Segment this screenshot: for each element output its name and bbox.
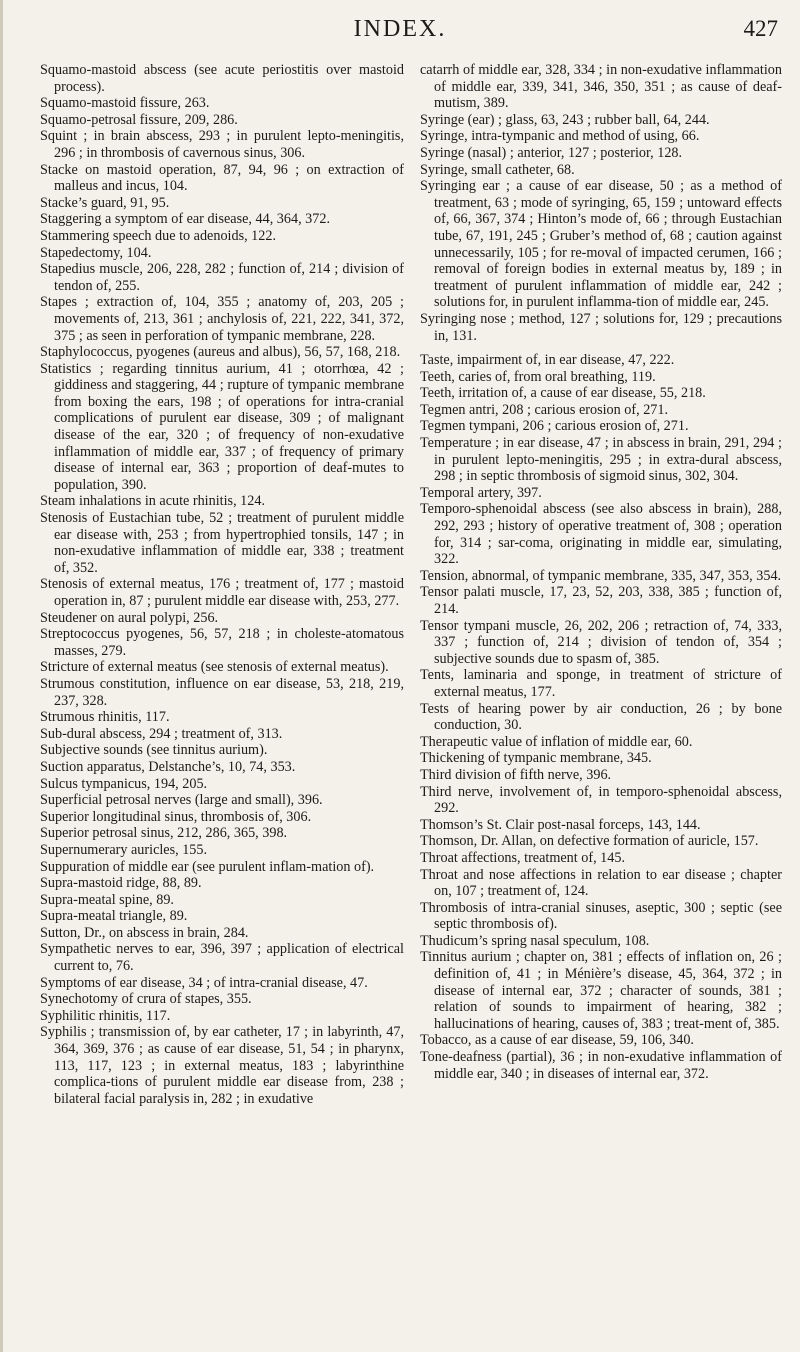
index-entry: Squamo-mastoid fissure, 263. (40, 95, 210, 112)
index-entry: Streptococcus pyogenes, 56, 57, 218 ; in choleste-atomatous masses, 279. (40, 626, 404, 659)
index-entry: Steudener on aural polypi, 256. (40, 609, 219, 626)
index-entry: Superficial petrosal nerves (large and small), 396. (40, 792, 323, 809)
index-entry: Tegmen antri, 208 ; carious erosion of, 271. (420, 401, 669, 418)
index-entry: Tobacco, as a cause of ear disease, 59, 106, 340. (420, 1032, 694, 1049)
index-entry: Stenosis of Eustachian tube, 52 ; treatment of purulent middle ear disease with, 253 ; from hypertrophied tonsils, 147 ; in non-exudative inflammation of middle ear, 338 ; treatment of, 352. (40, 510, 404, 576)
index-entry: Strumous rhinitis, 117. (40, 709, 170, 726)
index-entry: Taste, impairment of, in ear disease, 47, 222. (420, 352, 675, 369)
page-number: 427 (743, 16, 778, 41)
index-entry: Syringe, intra-tympanic and method of using, 66. (420, 128, 700, 145)
index-entry: Supra-meatal spine, 89. (40, 891, 174, 908)
index-entry: Stenosis of external meatus, 176 ; treatment of, 177 ; mastoid operation in, 87 ; purulent middle ear disease with, 253, 277. (40, 576, 404, 609)
index-entry: Stacke’s guard, 91, 95. (40, 194, 170, 211)
index-entry: Syringe (nasal) ; anterior, 127 ; posterior, 128. (420, 144, 683, 161)
index-entry: Tinnitus aurium ; chapter on, 381 ; effects of inflation on, 26 ; definition of, 41 ; in Ménière’s disease, 45, 364, 372 ; in disease of internal ear, 372 ; character of sounds, 381 ; relation of sounds to impairment of hearing, 382 ; hallucinations of hearing, causes of, 383 ; treat-ment of, 385. (420, 949, 782, 1032)
index-entry: Statistics ; regarding tinnitus aurium, 41 ; otorrhœa, 42 ; giddiness and staggering, 44 ; rupture of tympanic membrane from boxing the ears, 198 ; of operations for intra-cranial complications of purulent ear disease, 309 ; of malignant disease of the ear, 320 ; of frequency of non-exudative inflammation of middle ear, 337 ; of frequency of primary disease of internal ear, 363 ; proportion of deaf-mutes to population, 390. (40, 360, 404, 493)
page-edge (0, 0, 3, 1352)
index-entry: Tensor tympani muscle, 26, 202, 206 ; retraction of, 74, 333, 337 ; function of, 214 ; division of tendon of, 354 ; subjective sounds due to spasm of, 385. (420, 617, 782, 667)
running-title: INDEX. (353, 16, 447, 42)
index-entry: Symptoms of ear disease, 34 ; of intra-cranial disease, 47. (40, 974, 368, 991)
index-entry: Teeth, caries of, from oral breathing, 119. (420, 368, 656, 385)
index-entry: Thrombosis of intra-cranial sinuses, aseptic, 300 ; septic (see septic thrombosis of). (420, 899, 782, 933)
index-entry: Suppuration of middle ear (see purulent inflam-mation of). (40, 858, 375, 875)
index-entry: Strumous constitution, influence on ear disease, 53, 218, 219, 237, 328. (40, 675, 404, 709)
index-entry: Tents, laminaria and sponge, in treatment of stricture of external meatus, 177. (420, 667, 782, 700)
index-entry: Supernumerary auricles, 155. (40, 841, 208, 858)
index-entry: Suction apparatus, Delstanche’s, 10, 74, 353. (40, 758, 296, 775)
index-entry: Staggering a symptom of ear disease, 44, 364, 372. (40, 211, 330, 228)
index-entry: Stricture of external meatus (see stenosis of external meatus). (40, 659, 389, 676)
index-entry: Syringe (ear) ; glass, 63, 243 ; rubber ball, 64, 244. (420, 111, 710, 128)
index-entry: Stacke on mastoid operation, 87, 94, 96 ; on extraction of malleus and incus, 104. (40, 161, 404, 195)
index-entry: Thickening of tympanic membrane, 345. (420, 750, 652, 767)
index-entry: Throat affections, treatment of, 145. (420, 849, 625, 866)
index-entry: Syringing ear ; a cause of ear disease, 50 ; as a method of treatment, 63 ; mode of syringing, 65, 159 ; untoward effects of, 66, 367, 374 ; Hinton’s mode of, 66 ; through Eustachian tube, 67, 191, 245 ; Gruber’s method of, 68 ; caution against unnecessarily, 105 ; for re-moval of impacted cerumen, 166 ; removal of foreign bodies in external meatus by, 189 ; in treatment of purulent inflammation of middle ear, 242 ; solutions for, in purulent inflamma-tion of middle ear, 245. (420, 178, 782, 311)
index-entry: Syphilis ; transmission of, by ear catheter, 17 ; in labyrinth, 47, 364, 369, 376 ; as cause of ear disease, 51, 54 ; in pharynx, 113, 117, 123 ; in external meatus, 183 ; labyrinthine complica-tions of purulent middle ear disease from, 238 ; bilateral facial paralysis in, 282 ; in exudative (40, 1024, 404, 1107)
index-entry: Third division of fifth nerve, 396. (420, 766, 612, 783)
index-entry: Steam inhalations in acute rhinitis, 124. (40, 493, 265, 510)
index-entry: Teeth, irritation of, a cause of ear disease, 55, 218. (420, 385, 706, 402)
index-entry: Sub-dural abscess, 294 ; treatment of, 313. (40, 725, 283, 742)
index-entry: Tensor palati muscle, 17, 23, 52, 203, 338, 385 ; function of, 214. (420, 584, 782, 617)
index-entry: Temporo-sphenoidal abscess (see also abscess in brain), 288, 292, 293 ; history of operative treatment of, 308 ; operation for, 314 ; sar-coma, originating in middle ear, simulating, 322. (420, 501, 782, 568)
index-entry: Syphilitic rhinitis, 117. (40, 1007, 171, 1024)
index-entry: Tension, abnormal, of tympanic membrane, 335, 347, 353, 354. (420, 567, 782, 584)
index-entry: Sutton, Dr., on abscess in brain, 284. (40, 924, 249, 941)
index-entry: Thudicum’s spring nasal speculum, 108. (420, 932, 650, 949)
index-entry: Squint ; in brain abscess, 293 ; in purulent lepto-meningitis, 296 ; in thrombosis of cavernous sinus, 306. (40, 128, 404, 161)
index-entry: Tegmen tympani, 206 ; carious erosion of, 271. (420, 418, 689, 435)
index-entry: Supra-mastoid ridge, 88, 89. (40, 875, 202, 892)
index-entry: Thomson, Dr. Allan, on defective formation of auricle, 157. (420, 833, 759, 850)
index-entry: Sympathetic nerves to ear, 396, 397 ; application of electrical current to, 76. (40, 941, 404, 975)
index-entry: Therapeutic value of inflation of middle ear, 60. (420, 733, 693, 750)
index-entry: Syringe, small catheter, 68. (420, 161, 575, 178)
page-header (0, 6, 800, 56)
right-column (420, 62, 782, 1082)
index-entry: Superior petrosal sinus, 212, 286, 365, 398. (40, 825, 288, 842)
index-entry: Synechotomy of crura of stapes, 355. (40, 991, 252, 1008)
index-entry: Squamo-petrosal fissure, 209, 286. (40, 111, 238, 128)
index-entry: Stammering speech due to adenoids, 122. (40, 227, 277, 244)
index-entry: Tests of hearing power by air conduction, 26 ; by bone conduction, 30. (420, 700, 782, 734)
index-entry: Thomson’s St. Clair post-nasal forceps, 143, 144. (420, 816, 701, 833)
index-entry: Third nerve, involvement of, in temporo-sphenoidal abscess, 292. (420, 783, 782, 817)
index-entry: Tone-deafness (partial), 36 ; in non-exudative inflammation of middle ear, 340 ; in diseases of internal ear, 372. (420, 1049, 782, 1082)
index-entry: Stapedectomy, 104. (40, 244, 152, 261)
index-entry: Superior longitudinal sinus, thrombosis of, 306. (40, 808, 312, 825)
index-entry: Sulcus tympanicus, 194, 205. (40, 775, 208, 792)
index-entry: Supra-meatal triangle, 89. (40, 908, 188, 925)
index-entry: Throat and nose affections in relation to ear disease ; chapter on, 107 ; treatment of, 124. (420, 866, 782, 900)
index-entry: Stapes ; extraction of, 104, 355 ; anatomy of, 203, 205 ; movements of, 213, 361 ; anchylosis of, 221, 222, 341, 372, 375 ; as seen in perforation of tympanic membrane, 228. (40, 294, 404, 344)
index-entry: Staphylococcus, pyogenes (aureus and albus), 56, 57, 168, 218. (40, 344, 401, 361)
index-entry: catarrh of middle ear, 328, 334 ; in non-exudative inflammation of middle ear, 339, 341, 346, 350, 351 ; as cause of deaf-mutism, 389. (420, 62, 782, 112)
index-entry: Syringing nose ; method, 127 ; solutions for, 129 ; precautions in, 131. (420, 310, 782, 344)
index-entry: Squamo-mastoid abscess (see acute periostitis over mastoid process). (40, 62, 404, 95)
index-entry: Temperature ; in ear disease, 47 ; in abscess in brain, 291, 294 ; in purulent lepto-meningitis, 295 ; in extra-dural abscess, 298 ; in septic thrombosis of sigmoid sinus, 302, 304. (420, 435, 782, 485)
index-entry: Stapedius muscle, 206, 228, 282 ; function of, 214 ; division of tendon of, 255. (40, 261, 404, 294)
index-entry: Temporal artery, 397. (420, 484, 542, 501)
index-entry: Subjective sounds (see tinnitus aurium). (40, 742, 268, 759)
left-column (40, 62, 404, 1107)
